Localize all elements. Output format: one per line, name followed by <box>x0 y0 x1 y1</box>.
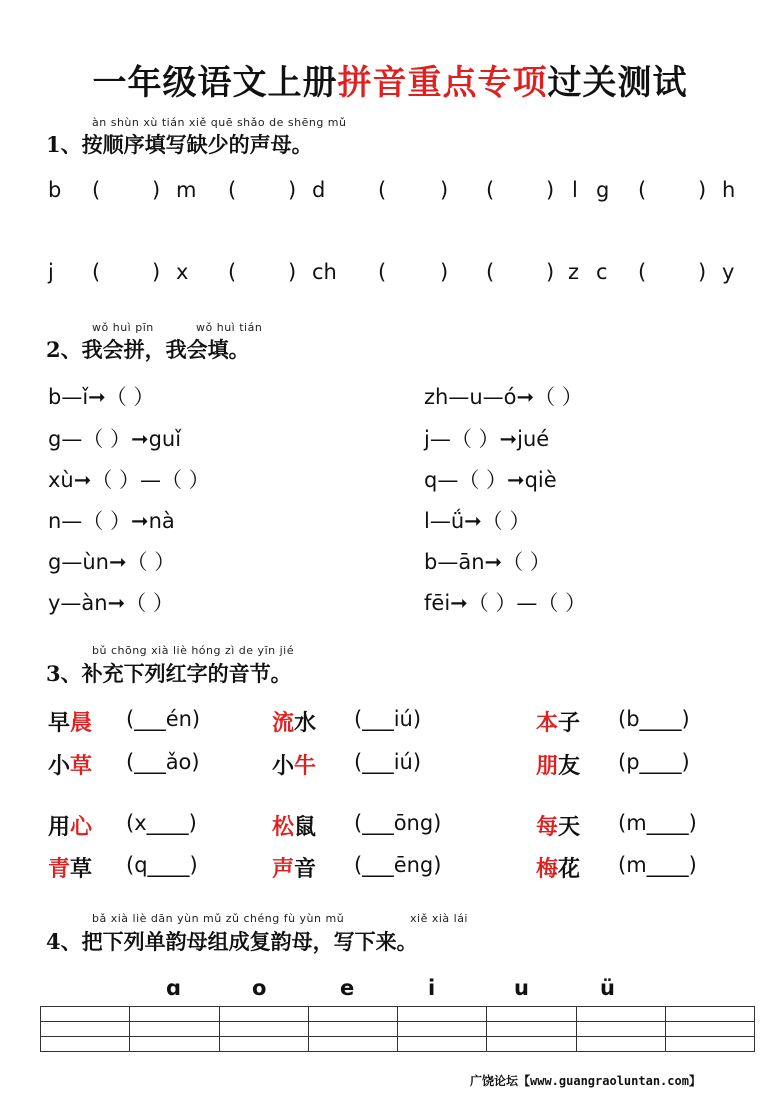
section3-answer-blank-6[interactable]: (x____) <box>126 811 197 835</box>
section4-pinyin1: bǎ xià liè dān yùn mǔ zǔ chéng fù yùn mǔ <box>92 912 345 925</box>
section1-row1-item-13: ( <box>638 178 647 202</box>
title-part1: 一年级语文上册 <box>92 63 338 103</box>
section2-right-line-3: l—ǘ➞（ ） <box>424 509 531 533</box>
section2-left-line-1: g—（ ）➞guǐ <box>48 427 182 451</box>
grid-cell[interactable] <box>665 1037 754 1052</box>
grid-cell[interactable] <box>130 1007 219 1022</box>
section2-heading: 2、我会拼，我会填。 <box>46 337 250 362</box>
section1-row2-item-3: x <box>176 260 189 284</box>
grid-cell[interactable] <box>41 1022 130 1037</box>
grid-cell[interactable] <box>576 1022 665 1037</box>
grid-cell[interactable] <box>308 1007 397 1022</box>
page-title <box>0 55 780 104</box>
grid-cell[interactable] <box>665 1022 754 1037</box>
section1-row1-item-1: ( <box>92 178 101 202</box>
section2-left-line-5: y—àn➞（ ） <box>48 591 174 615</box>
section3-char: 水 <box>294 710 317 736</box>
section1-row1-item-9: ( <box>486 178 495 202</box>
section1-row1-item-7: ( <box>378 178 387 202</box>
section3-char: 梅 <box>536 856 559 882</box>
section3-answer-blank-11[interactable]: (m____) <box>618 853 697 877</box>
section3-char: 鼠 <box>294 814 317 840</box>
section3-char: 流 <box>272 710 295 736</box>
section3-char: 音 <box>294 856 317 882</box>
section2-right-line-5: fēi➞（ ）—（ ） <box>424 591 587 615</box>
section1-row1-item-11: l <box>572 178 578 202</box>
grid-cell[interactable] <box>308 1037 397 1052</box>
section3-char: 小 <box>272 753 295 779</box>
section2-right-line-0: zh—u—ó➞（ ） <box>424 385 583 409</box>
section3-char: 花 <box>558 856 581 882</box>
grid-cell[interactable] <box>41 1007 130 1022</box>
section3-word-0 <box>48 706 92 737</box>
section3-char: 松 <box>272 814 295 840</box>
section3-word-5 <box>536 749 580 780</box>
section3-char: 草 <box>70 856 93 882</box>
grid-cell[interactable] <box>398 1007 487 1022</box>
section4-heading: 4、把下列单韵母组成复韵母，写下来。 <box>46 929 418 954</box>
grid-cell[interactable] <box>487 1022 576 1037</box>
section2-left-line-3: n—（ ）➞nà <box>48 509 175 533</box>
section3-char: 草 <box>70 753 93 779</box>
section3-char: 子 <box>558 710 581 736</box>
grid-cell[interactable] <box>665 1007 754 1022</box>
section2-right-line-2: q—（ ）➞qiè <box>424 468 557 492</box>
section3-char: 青 <box>48 856 71 882</box>
grid-cell[interactable] <box>130 1037 219 1052</box>
vowel-5: ü <box>600 976 615 1000</box>
section3-heading: 3、补充下列红字的音节。 <box>46 661 292 686</box>
section1-row2-item-13: ( <box>638 260 647 284</box>
section1-row1-item-4: ( <box>228 178 237 202</box>
section2-left-line-0: b—ǐ➞（ ） <box>48 385 155 409</box>
section1-row2-item-14: ) <box>698 260 707 284</box>
section2-pinyin2: wǒ huì tián <box>196 321 263 334</box>
section2-pinyin1: wǒ huì pīn <box>92 321 154 334</box>
section2-right-line-1: j—（ ）➞jué <box>424 427 550 451</box>
section1-heading: 1、按顺序填写缺少的声母。 <box>46 132 313 157</box>
grid-cell[interactable] <box>41 1037 130 1052</box>
title-part3: 过关测试 <box>547 63 688 103</box>
section1-row1-item-0: b <box>48 178 62 202</box>
section3-char: 晨 <box>70 710 93 736</box>
section3-word-3 <box>48 749 92 780</box>
vowel-0: ɑ <box>166 976 182 1000</box>
section3-char: 牛 <box>294 753 317 779</box>
grid-cell[interactable] <box>130 1022 219 1037</box>
section3-answer-blank-10[interactable]: (___ēng) <box>354 853 442 877</box>
vowel-3: i <box>428 976 436 1000</box>
section3-answer-blank-9[interactable]: (q____) <box>126 853 198 877</box>
section3-char: 心 <box>70 814 93 840</box>
section3-answer-blank-1[interactable]: (___iú) <box>354 707 422 731</box>
grid-cell[interactable] <box>576 1037 665 1052</box>
grid-cell[interactable] <box>398 1037 487 1052</box>
grid-cell[interactable] <box>219 1022 308 1037</box>
section3-char: 友 <box>558 753 581 779</box>
section1-row2-item-6: ch <box>312 260 337 284</box>
section3-char: 小 <box>48 753 71 779</box>
section3-word-4 <box>272 749 316 780</box>
section3-word-10 <box>272 852 316 883</box>
grid-cell[interactable] <box>219 1007 308 1022</box>
section1-row2-item-10: ) <box>546 260 555 284</box>
section1-pinyin: àn shùn xù tián xiě quē shǎo de shēng mǔ <box>92 116 347 129</box>
section3-char: 早 <box>48 710 71 736</box>
section3-answer-blank-8[interactable]: (m____) <box>618 811 697 835</box>
grid-cell[interactable] <box>398 1022 487 1037</box>
section1-row1-item-8: ) <box>440 178 449 202</box>
section1-row2-item-12: c <box>596 260 608 284</box>
section3-word-1 <box>272 706 316 737</box>
section3-char: 天 <box>558 814 581 840</box>
section3-char: 用 <box>48 814 71 840</box>
vowel-2: e <box>340 976 355 1000</box>
section3-char: 朋 <box>536 753 559 779</box>
section3-answer-blank-4[interactable]: (___iú) <box>354 750 422 774</box>
section1-row2-item-9: ( <box>486 260 495 284</box>
grid-cell[interactable] <box>487 1037 576 1052</box>
footer-credit: 广饶论坛【www.guangraoluntan.com】 <box>470 1074 701 1088</box>
section1-row1-item-15: h <box>722 178 736 202</box>
title-part2: 拼音重点专项 <box>337 63 548 103</box>
section1-row2-item-0: j <box>48 260 54 284</box>
grid-cell[interactable] <box>219 1037 308 1052</box>
section3-word-8 <box>536 810 580 841</box>
section3-pinyin: bǔ chōng xià liè hóng zì de yīn jié <box>92 644 294 657</box>
section1-row1-item-10: ) <box>546 178 555 202</box>
section2-left-line-2: xù➞（ ）—（ ） <box>48 468 210 492</box>
section3-answer-blank-5[interactable]: (p____) <box>618 750 690 774</box>
grid-cell[interactable] <box>308 1022 397 1037</box>
section1-row2-item-4: ( <box>228 260 237 284</box>
section3-answer-blank-0[interactable]: (___én) <box>126 707 201 731</box>
section1-row2-item-15: y <box>722 260 735 284</box>
section1-row1-item-2: ) <box>152 178 161 202</box>
section4-pinyin2: xiě xià lái <box>410 912 468 925</box>
section1-row2-item-1: ( <box>92 260 101 284</box>
section3-char: 声 <box>272 856 295 882</box>
section1-row2-item-7: ( <box>378 260 387 284</box>
section3-char: 本 <box>536 710 559 736</box>
section3-word-9 <box>48 852 92 883</box>
section3-answer-blank-3[interactable]: (___ǎo) <box>126 750 200 774</box>
section1-row1-item-5: ) <box>288 178 297 202</box>
section3-char: 每 <box>536 814 559 840</box>
section1-row1-item-14: ) <box>698 178 707 202</box>
section3-word-2 <box>536 706 580 737</box>
vowel-1: o <box>252 976 267 1000</box>
section1-row2-item-2: ) <box>152 260 161 284</box>
grid-cell[interactable] <box>576 1007 665 1022</box>
section3-word-6 <box>48 810 92 841</box>
vowel-4: u <box>514 976 529 1000</box>
grid-cell[interactable] <box>487 1007 576 1022</box>
writing-grid[interactable] <box>40 1006 755 1052</box>
section3-answer-blank-7[interactable]: (___ōng) <box>354 811 442 835</box>
section2-left-line-4: g—ùn➞（ ） <box>48 550 176 574</box>
section1-row2-item-8: ) <box>440 260 449 284</box>
section2-right-line-4: b—ān➞（ ） <box>424 550 551 574</box>
section1-row1-item-12: g <box>596 178 610 202</box>
section3-word-7 <box>272 810 316 841</box>
section1-row2-item-5: ) <box>288 260 297 284</box>
section1-row1-item-3: m <box>176 178 197 202</box>
section1-row2-item-11: z <box>568 260 580 284</box>
section3-word-11 <box>536 852 580 883</box>
section3-answer-blank-2[interactable]: (b____) <box>618 707 690 731</box>
section1-row1-item-6: d <box>312 178 326 202</box>
